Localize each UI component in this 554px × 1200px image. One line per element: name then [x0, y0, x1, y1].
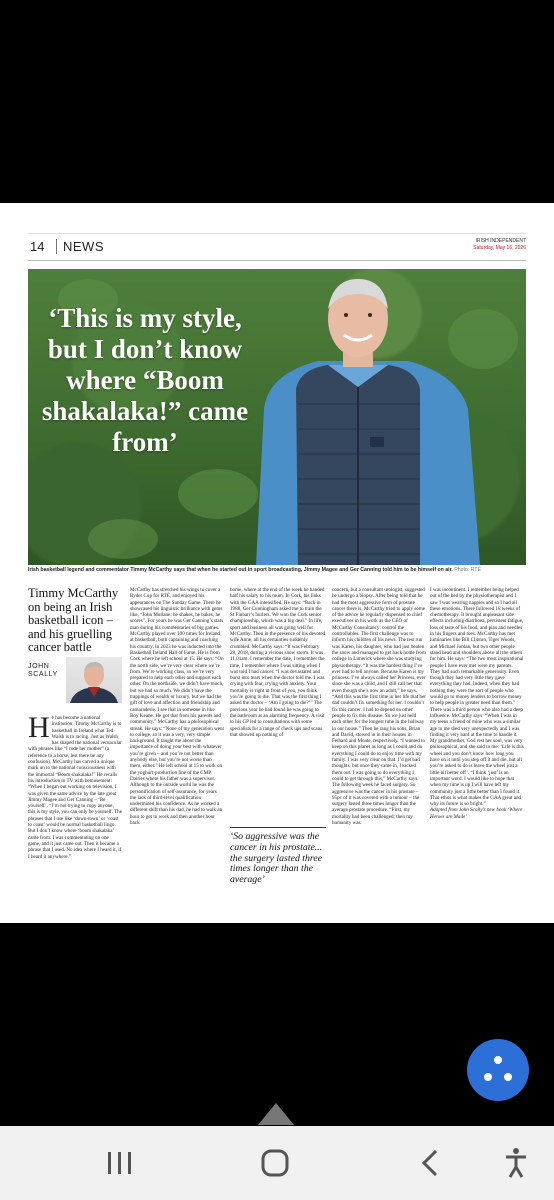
page-header [28, 233, 526, 261]
back-icon [408, 1146, 452, 1180]
page-number: 14 [30, 239, 45, 254]
photo-credit: Photo: RTÉ [454, 567, 481, 573]
article-column-5 [430, 587, 524, 820]
recent-apps-button[interactable] [98, 1146, 142, 1180]
author-first-name: JOHN [28, 662, 50, 670]
home-icon [254, 1146, 298, 1180]
author-photo [66, 657, 122, 703]
feature-headline: ‘This is my style, but I don’t know where “Boom shakalaka!” came from’ [41, 303, 249, 457]
publication-name: IRISH INDEPENDENT [475, 238, 526, 244]
article-column-3 [230, 587, 326, 738]
column-text: concern, but a consultant urologist, suggested he undergo a biopsy. After being told that he had the most aggressive form of prostate cancer there is, McCarthy tried to apply some of the advice he regularly dispensed to chief executives in his work as the CEO of McCarthy Consultancy: control the controllables. The first challenge was to inform his children of his news. The test run was Karen, his daughter, who had just beaten the snow and managed to get back home from college in Limerick where she was studying physiotherapy. “It was the hardest thing I’ve ever had to tell anyone. Because Karen is my princess. I’ve always called her Princess, ever since she was a child, and I still call her that even though she’s now an adult,” he says. “And this was the first time in her life that her dad couldn’t fix something for her. I couldn’t fix this cancer. I had to depend on other people to fix this disease. So we just held each other for the longest time in the hallway in our house.” Then he rang his sons, Brian and David, stowed in in their houses in Fethard and Moate, respectively. “I wanted to keep on this planet as long as I could and do everything I could do to enjoy time with my family. I was very clear on that. I’d get bad thoughts, but once they came in, I kicked them out. I was going to do everything I could to get through this,” McCarthy says. The following week he faced surgery. So aggressive was the cancer in his prostate – 95pc of it was covered with a tumour – the surgery lasted three times longer than the average prostate procedure. “First, my mortality had been challenged; then my humanity was. [332, 587, 426, 826]
accessibility-icon [494, 1146, 538, 1180]
column-text: I was incontinent. I remember being helped out of the bed by the physiotherapist and I saw I was wearing nappies and so I had all these emotions. There followed 18 weeks of chemotherapy. It brought unpleasant side effects including diarrhoea, persistent fatigue, loss of taste of his food, and pins and needles in his fingers and toes. McCarthy has met luminaries like Bill Clinton, Tiger Woods, and Michael Jordan, but two other people stand head and shoulders above all the others for him. He says: “The two most inspirational people I have ever met were my parents. They had such remarkable generosity. Even though they had very little they gave everything they had. Indeed, when they had nothing they were the sort of people who would go to money lenders to borrow money to help people in greater need than them.” There was a third person who also had a deep influence. McCarthy says: “When I was in my teens a friend of mine who was a similar age to me died very unexpectedly and I was finding it very hard at the time to handle it. My grandmother, God rest her soul, was very philosophical, and she said to me: ‘Life is this wheel and you don’t know how long you have on it until you step off it and die, but all you’re asked to do is leave the wheel just a little bit better off’. “I think ‘just’ is an important word. I would like to hope that when my time is up I will have left my community just a little better than I found it. That ethos is what makes the GAA great and why its future is so bright.” [430, 587, 524, 808]
column-text: McCarthy has stretched his wings to cover a Ryder Cup for RTÉ, and enjoyed his appearances on The Sunday Game. There he showcased his linguistic brilliance with gems like, “John Mullane: he shakes, he bakes, he scores”. For years he was Ger Canning’s stats man during his commentaries of big games. McCarthy played over 100 times for Ireland at basketball, both captaining and coaching his country. In 2023 he was inducted into the Basketball Ireland Hall of Fame. He is from Cork where he left school at 15. He says: “On the north side, we’re very clear where we’re from. We’re working class, so we’re very prepared to help each other and support each other. On the northside, we didn’t have much, but we had so much. We didn’t have the trappings of wealth or luxury, but we had the gift of love and affection and friendship and camaraderie. I see that in someone in like Roy Keane. He got that from his parents and community.” McCarthy has a philosophical streak. He says: “None of my generation went to college, so it was a very, very simple background. It taught me about the importance of doing your best with whatever you’re given – and you’re not better than anybody else, but you’re not worse than them, either.” He left school at 15 to work on the yoghurt-production line of the CMP Dairies where his father was a supervisor. Although to the outside world he was the personification of self-assurance, for years the lack of third-level qualification undermined his confidence. As he worked a different shift than his dad, he had to walk an hour to get to work and then another hour back [130, 587, 224, 826]
article-lead [28, 711, 122, 860]
feature-photo [28, 269, 526, 565]
publication-date: Saturday, May 16, 2026 [473, 245, 526, 251]
pull-quote: ‘So aggressive was the cancer in his prostate... the surgery lasted three times longer than the average’ [230, 827, 326, 886]
photo-caption [28, 567, 526, 574]
author-last-name: SCALLY [28, 670, 58, 678]
menu-dots-icon [467, 1039, 529, 1101]
section-label: NEWS [56, 239, 104, 254]
panel-handle[interactable] [258, 1103, 294, 1125]
accessibility-button[interactable] [494, 1146, 538, 1180]
lead-text: e has become a national institution. Timmy McCarthy is to basketball in Ireland what Ted Walsh is to racing. Just as Walsh has shaped the national vernacular with phrases like “I rode her mother” (a reference to a horse, lest there be any confusion), McCarthy has carved a unique mark on to the national consciousness with the immortal “Boom shakalaka!” He recalls his introduction to TV with bemusement: “When I began out working on television, I was given the same advice by the late great Jimmy Magee and Ger Canning – ‘Be yourself’. “I’m not trying to copy anyone, this is my style, you can only be yourself. The phrases that I use like ‘down-town’ or ‘coast to coast’ would be normal basketball lingo. But I don’t know where ‘boom shakalaka’ came from. I was commentating on one game, and it just came out. Then it became a phrase that I used. No idea where I heard it, if I heard it anywhere.” [28, 715, 122, 860]
recent-apps-icon [98, 1146, 142, 1180]
system-nav-bar [0, 1126, 554, 1200]
menu-fab-button[interactable] [467, 1039, 529, 1101]
publication-info [473, 238, 526, 252]
back-button[interactable] [408, 1146, 452, 1180]
newspaper-page [0, 203, 554, 923]
article-column-2 [130, 587, 224, 826]
article-headline: Timmy McCarthy on being an Irish basketball icon – and his gruelling cancer battle [28, 586, 119, 654]
article-sidebar [28, 587, 122, 703]
home-button[interactable] [254, 1146, 298, 1180]
article-column-4 [332, 587, 426, 826]
caption-text: Irish basketball legend and commentator Timmy McCarthy says that when he started out in sport broadcasting, Jimmy Magee and Ger Canning told him to be himself on air. [28, 567, 453, 573]
adapted-note: Adapted from John Scally’s new book ‘Where Heroes are Made’ [430, 807, 523, 820]
drop-cap: H [28, 711, 50, 744]
byline [28, 663, 122, 703]
column-text: home, where at the end of the week he handed half his salary to his mum. In Cork, his links with the GAA intensified. He says: “Back in 1988, Ger Cunningham asked me to train the St Finbarr’s hurlers. We won the Cork senior championship, which was a big deal.” In life, sport and business all was going well for McCarthy. Then in the presence of his devoted wife Anne, all his certainties suddenly crumbled. McCarthy says: “It was February 28, 2018, during a vicious snow storm. It was 11.01am. I remember the date, I remember the time, I remember where I was sitting when I was told I had cancer. “I was devastated and burst into tears when the doctor told me. I was crying with fear, crying with anxiety. Your mortality is right in front of you, you think you’re going to die. That was the first thing I asked the doctor – ‘Am I going to die?’” The previous year he had found he was going to the bathroom at an alarming frequency. A visit to his GP led to consultations with some specialists for a range of check ups and scans that showed up nothing of [230, 587, 326, 738]
